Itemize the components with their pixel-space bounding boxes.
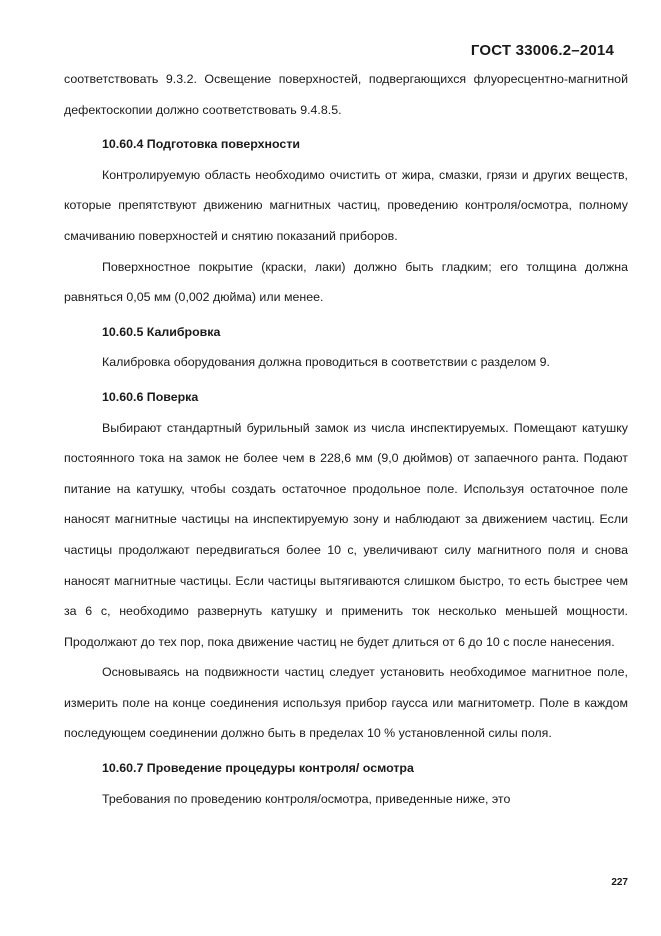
section-heading-10-60-6: 10.60.6 Поверка: [102, 389, 199, 404]
page-number: 227: [611, 877, 628, 888]
paragraph-verification-procedure: Выбирают стандартный бурильный замок из числа инспектируемых. Помещают катушку постоянного тока на замок не более чем в 228,6 мм (9,0 дюймов) от запаечного ранта. Подают питание на катушку, чтобы создать остаточное продольное поле. Используя остаточное поле наносят магнитные частицы на инспектируемую зону и наблюдают за движением частиц. Если частицы продолжают передвигаться более 10 с, увеличивают силу магнитного поля и снова наносят магнитные частицы. Если частицы вытягиваются слишком быстро, то есть быстрее чем за 6 с, необходимо развернуть катушку и применить ток несколько меньшей мощности. Продолжают до тех пор, пока движение частиц не будет длиться от 6 до 10 с после нанесения.: [64, 420, 628, 649]
paragraph-continuation: соответствовать 9.3.2. Освещение поверхностей, подвергающихся флуоресцентно-магнитной дефектоскопии должно соответствовать 9.4.8.5.: [64, 72, 628, 117]
paragraph-inspection-requirements: Требования по проведению контроля/осмотра, приведенные ниже, это: [102, 791, 511, 806]
section-heading-10-60-7: 10.60.7 Проведение процедуры контроля/ осмотра: [102, 761, 414, 776]
paragraph-calibration: Калибровка оборудования должна проводиться в соответствии с разделом 9.: [102, 355, 550, 370]
document-id: ГОСТ 33006.2–2014: [470, 42, 614, 59]
paragraph-surface-coating: Поверхностное покрытие (краски, лаки) должно быть гладким; его толщина должна равняться 0,05 мм (0,002 дюйма) или менее.: [64, 259, 628, 305]
page-body: [64, 64, 628, 814]
section-heading-10-60-4: 10.60.4 Подготовка поверхности: [102, 137, 301, 152]
paragraph-surface-cleaning: Контролируемую область необходимо очистить от жира, смазки, грязи и других веществ, которые препятствуют движению магнитных частиц, проведению контроля/осмотра, полному смачиванию поверхностей и снятию показаний приборов.: [64, 167, 628, 243]
section-heading-10-60-5: 10.60.5 Калибровка: [102, 324, 221, 339]
paragraph-verification-field: Основываясь на подвижности частиц следует установить необходимое магнитное поле, измерить поле на конце соединения используя прибор гаусса или магнитометр. Поле в каждом последующем соединении должно быть в пределах 10 % установленной силы поля.: [64, 665, 628, 741]
